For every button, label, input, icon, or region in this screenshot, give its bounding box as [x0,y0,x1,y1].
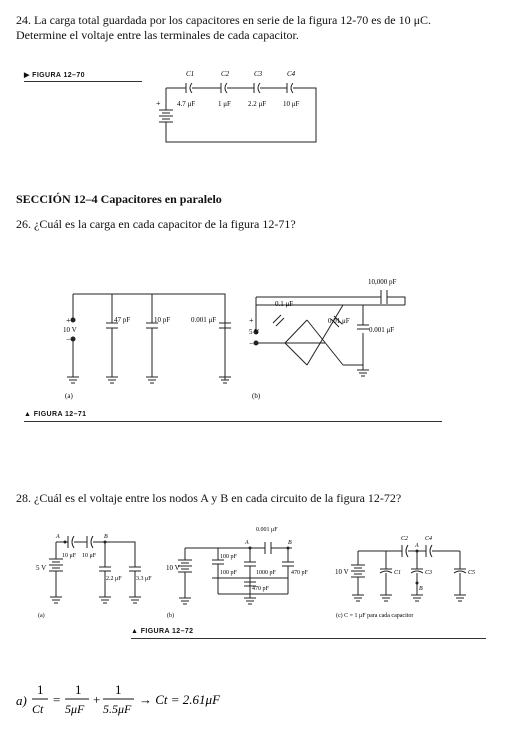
fig71a-c1: 47 pF [114,316,131,324]
answer-lhs-den: Ct [32,702,44,716]
answer-equation [14,680,264,722]
fig70-caption-rule [24,81,142,82]
fig72b-c4: 1000 pF [256,570,276,576]
fig72-caption-rule [131,638,486,639]
fig70-c4-name: C4 [287,70,296,78]
q26-text: 26. ¿Cuál es la carga en cada capacitor de la figura 12-71? [16,217,296,231]
q24-line2: Determine el voltaje entre las terminales de cada capacitor. [16,28,299,42]
fig70-caption: ▶ FIGURA 12–70 [24,72,85,79]
answer-result: → Ct = 2.61μF [139,692,221,707]
triangle-up-icon: ▲ [24,411,34,418]
fig71b-c3: 0.01 μF [328,317,350,325]
fig71a-source: 10 V [63,326,77,334]
triangle-right-icon: ▶ [24,72,33,79]
fig71-caption-rule [24,421,442,422]
fig70-c1-name: C1 [186,70,195,78]
fig72c-node-a: A [415,543,419,549]
fig72-caption: ▲ FIGURA 12–72 [131,628,194,635]
fig72a-label: (a) [38,613,45,619]
fig71a-circuit [55,285,240,405]
fig70-c1-value: 4.7 μF [177,100,196,108]
q24-line1: 24. La carga total guardada por los capacitores en serie de la figura 12-70 es de 10 μC. [16,13,432,27]
answer-t1-den: 5μF [65,702,85,716]
fig72c-source: 10 V [335,568,349,576]
fig70-c3-name: C3 [254,70,263,78]
answer-eq: = [53,692,61,707]
fig72c-circuit [330,527,490,622]
fig72b-circuit [165,520,325,622]
fig71a-plus: + [66,316,71,325]
fig71b-c2: 0.1 μF [275,300,294,308]
fig72c-c5: C5 [468,570,476,576]
fig72c-label: (c) C = 1 μF para cada capacitor [336,613,414,619]
answer-t2-den: 5.5μF [103,702,132,716]
triangle-up-icon: ▲ [131,628,141,635]
fig72b-c3: 100 pF [220,570,237,576]
answer-lhs-num: 1 [37,682,44,697]
fig71a-minus: − [66,335,71,344]
fig72c-node-b: B [419,586,423,592]
answer-t1-num: 1 [75,682,82,697]
fig72a-source: 5 V [36,564,47,572]
fig71b-source: 5 V [249,328,260,336]
fig71b-circuit [245,275,420,405]
fig72b-source: 10 V [166,564,180,572]
fig70-c2-value: 1 μF [218,100,231,108]
fig72a-c4: 3.3 μF [136,576,152,582]
fig72b-node-a: A [245,540,249,546]
fig70-circuit [150,66,330,146]
fig72a-node-a: A [56,534,60,540]
fig70-c2-name: C2 [221,70,230,78]
fig72b-c1: 0.001 μF [256,527,278,533]
fig72c-c3: C3 [425,570,433,576]
fig72b-c2: 100 pF [220,554,237,560]
fig72b-node-b: B [288,540,292,546]
fig71b-minus: − [249,339,254,348]
fig71a-label: (a) [65,392,73,400]
fig72a-c2: 10 μF [82,553,97,559]
fig70-plus: + [156,99,161,108]
fig72c-c4: C4 [425,536,433,542]
fig72c-c2: C2 [401,536,409,542]
fig72a-c1: 10 μF [62,553,77,559]
fig72a-circuit [30,527,170,622]
fig72b-label: (b) [167,613,174,619]
section-heading: SECCIÓN 12–4 Capacitores en paralelo [16,192,222,206]
fig71a-c2: 10 pF [154,316,171,324]
fig72b-c5: 470 pF [291,570,308,576]
fig71b-plus: + [249,316,254,325]
fig71b-label: (b) [252,392,261,400]
fig71-caption: ▲ FIGURA 12–71 [24,411,87,418]
answer-plus: + [93,692,101,707]
fig70-c3-value: 2.2 μF [248,100,267,108]
fig72c-c1: C1 [394,570,402,576]
answer-t2-num: 1 [115,682,122,697]
fig72a-node-b: B [104,534,108,540]
q28-text: 28. ¿Cuál es el voltaje entre los nodos A y B en cada circuito de la figura 12-72? [16,491,402,505]
fig72a-c3: 2.2 μF [106,576,122,582]
fig71a-c3: 0.001 μF [191,316,217,324]
answer-prefix: a) [16,693,27,708]
fig71b-c1: 10,000 pF [368,278,397,286]
fig70-c4-value: 10 μF [283,100,300,108]
fig71b-c4: 0.001 μF [369,326,395,334]
fig72b-c6: 470 pF [252,586,269,592]
